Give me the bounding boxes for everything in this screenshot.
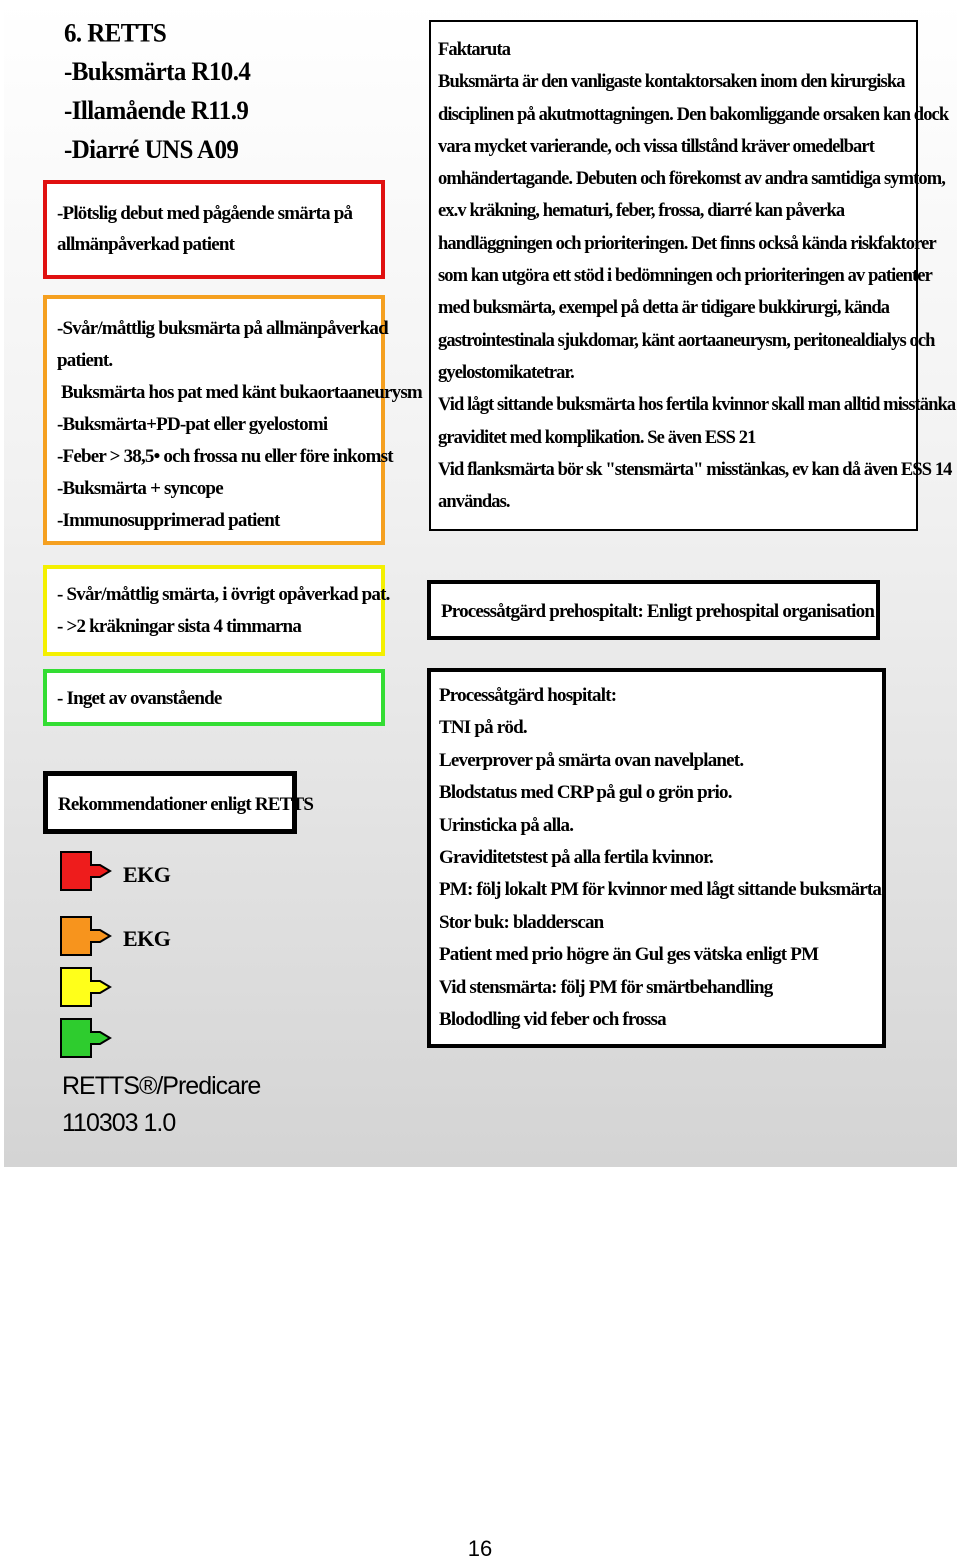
hospital-line: Urinsticka på alla.: [439, 814, 574, 836]
orange-criteria-line: -Feber > 38,5• och frossa nu eller före inkomst: [57, 446, 393, 467]
footer-credit: [62, 1068, 260, 1142]
fact-line: Vid lågt sittande buksmärta hos fertila kvinnor skall man alltid misstänka: [438, 395, 956, 416]
hospital-line: Vid stensmärta: följ PM för smärtbehandling: [439, 976, 773, 998]
hospital-line: Stor buk: bladderscan: [439, 911, 604, 933]
prehospital-label: Processåtgärd prehospitalt: Enligt prehospital organisation: [441, 601, 875, 622]
fact-line: handläggningen och prioriteringen. Det finns också kända riskfaktorer: [438, 233, 936, 254]
fact-line: som kan utgöra ett stöd i bedömningen och prioriteringen av patienter: [438, 266, 932, 287]
fact-line: disciplinen på akutmottagningen. Den bakomliggande orsaken kan dock: [438, 104, 949, 125]
heading-title: 6. RETTS: [64, 19, 167, 48]
fact-line: gastrointestinala sjukdomar, känt aortaaneurysm, peritonealdialys och: [438, 330, 935, 351]
red-criteria-line: allmänpåverkad patient: [57, 234, 235, 255]
yellow-criteria-line: - Svår/måttlig smärta, i övrigt opåverkad pat.: [57, 584, 390, 605]
hospital-line: PM: följ lokalt PM för kvinnor med lågt sittande buksmärta.: [439, 879, 886, 901]
fact-line: omhändertagande. Debuten och förekomst av andra samtidiga symtom,: [438, 169, 945, 190]
orange-criteria-line: -Buksmärta + syncope: [57, 478, 223, 499]
page-number: 16: [467, 1536, 493, 1561]
red-arrow-tag-icon: [60, 851, 112, 891]
page-heading: [64, 14, 250, 169]
yellow-priority-box: [43, 565, 390, 656]
hospital-line: Patient med prio högre än Gul ges vätska enligt PM: [439, 944, 819, 966]
yellow-criteria-line: - >2 kräkningar sista 4 timmarna: [57, 616, 302, 637]
green-priority-box: [43, 669, 385, 726]
hospital-line: TNI på röd.: [439, 717, 527, 739]
hospital-line: Blododling vid feber och frossa: [439, 1009, 666, 1031]
hospital-line: Graviditetstest på alla fertila kvinnor.: [439, 847, 713, 869]
orange-priority-box: [43, 295, 422, 545]
orange-criteria-line: -Buksmärta+PD-pat eller gyelostomi: [57, 414, 328, 435]
recommendations-label: Rekommendationer enligt RETTS: [58, 794, 314, 815]
orange-criteria-line: patient.: [57, 350, 113, 371]
prehospital-action-box: [427, 580, 880, 640]
fact-line: Buksmärta är den vanligaste kontaktorsaken inom den kirurgiska: [438, 72, 905, 93]
yellow-arrow-tag-icon: [60, 967, 112, 1007]
fact-line: graviditet med komplikation. Se även ESS 21: [438, 427, 756, 448]
fact-line: ex.v kräkning, hematuri, feber, frossa, diarré kan påverka: [438, 201, 845, 222]
red-tag-label: EKG: [123, 862, 171, 887]
fact-line: användas.: [438, 492, 510, 513]
heading-line: -Buksmärta R10.4: [64, 58, 251, 87]
fact-line: Vid flanksmärta bör sk "stensmärta" misstänkas, ev kan då även ESS 14: [438, 459, 952, 480]
orange-arrow-tag-icon: [60, 916, 112, 956]
fact-box: [429, 20, 956, 531]
fact-line: gyelostomikatetrar.: [438, 362, 574, 383]
heading-line: -Diarré UNS A09: [64, 135, 239, 165]
fact-line: vara mycket varierande, och vissa tillstånd kräver omedelbart: [438, 136, 874, 157]
green-arrow-tag-icon: [60, 1018, 112, 1058]
fact-line: med buksmärta, exempel på detta är tidigare bukkirurgi, kända: [438, 298, 890, 319]
orange-criteria-line: -Svår/måttlig buksmärta på allmänpåverkad: [57, 318, 388, 339]
footer-version: 110303 1.0: [62, 1109, 176, 1137]
hospital-line: Leverprover på smärta ovan navelplanet.: [439, 749, 744, 771]
green-criteria-line: - Inget av ovanstående: [57, 688, 222, 709]
hospital-line: Blodstatus med CRP på gul o grön prio.: [439, 782, 732, 804]
hospital-action-box: [427, 668, 886, 1048]
orange-tag-label: EKG: [123, 926, 171, 951]
red-priority-box: [43, 180, 385, 279]
recommendations-box: [43, 771, 314, 834]
orange-criteria-line: Buksmärta hos pat med känt bukaortaaneurysm: [61, 382, 422, 403]
heading-line: -Illamående R11.9: [64, 96, 249, 126]
fact-title: Faktaruta: [438, 40, 511, 60]
hospital-title: Processåtgärd hospitalt:: [439, 685, 617, 706]
footer-brand: RETTS®/Predicare: [62, 1072, 261, 1100]
red-criteria-line: -Plötslig debut med pågående smärta på: [57, 203, 353, 224]
orange-criteria-line: -Immunosupprimerad patient: [57, 510, 280, 531]
